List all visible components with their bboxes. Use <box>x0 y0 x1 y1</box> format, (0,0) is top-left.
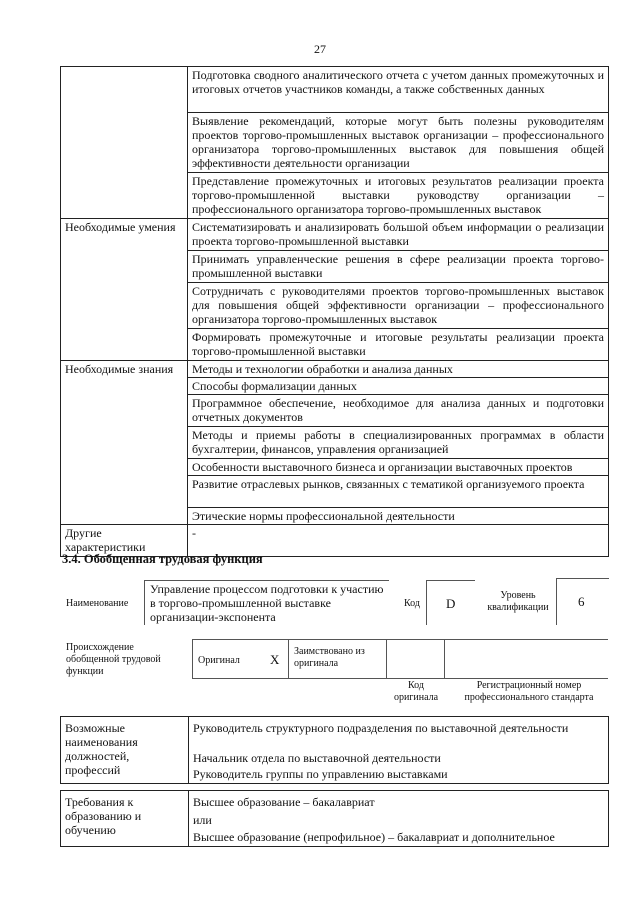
table-cell: - <box>188 525 609 557</box>
function-code: D <box>446 596 456 611</box>
position-item: Руководитель группы по управлению выставками <box>189 766 609 783</box>
origin-divider <box>386 639 387 679</box>
table-cell: Этические нормы профессиональной деятельности <box>188 508 609 525</box>
row-label-other: Другие характеристики <box>61 525 188 557</box>
table-cell: Особенности выставочного бизнеса и организации выставочных проектов <box>188 459 609 476</box>
table-cell: Подготовка сводного аналитического отчета с учетом данных промежуточных и итоговых отчетов участников команды, а также собственных данных <box>188 67 609 113</box>
table-cell: Способы формализации данных <box>188 378 609 395</box>
position-item: Руководитель структурного подразделения по выставочной деятельности <box>189 717 609 751</box>
table-cell: Систематизировать и анализировать большой объем информации о реализации проекта торгово-промышленной выставки <box>188 219 609 251</box>
education-label: Требования к образованию и обучению <box>61 791 189 847</box>
education-item: Высшее образование (непрофильное) – бакалавриат и дополнительное <box>189 829 609 847</box>
education-item: или <box>189 812 609 829</box>
code-label: Код <box>404 598 420 609</box>
original-mark: X <box>270 652 280 667</box>
section-title: 3.4. Обобщенная трудовая функция <box>62 552 263 566</box>
position-item: Начальник отдела по выставочной деятельности <box>189 750 609 766</box>
table-cell: Формировать промежуточные и итоговые результаты реализации проекта торгово-промышленной выставки <box>188 329 609 361</box>
level-label: Уровень квалификации <box>487 590 549 613</box>
row-label-knowledge: Необходимые знания <box>61 361 188 525</box>
origin-top-line <box>192 639 608 640</box>
name-label: Наименование <box>66 598 129 609</box>
competency-table <box>60 66 609 557</box>
row-label <box>61 67 188 219</box>
education-table <box>60 790 609 847</box>
table-cell: Сотрудничать с руководителями проектов торгово-промышленных выставок для повышения общей эффективности организации – профессионального организатора торгово-промышленных выставок <box>188 283 609 329</box>
function-name: Управление процессом подготовки к участию в торгово-промышленной выставке организации-экспонента <box>150 582 384 624</box>
borrowed-label: Заимствовано из оригинала <box>294 646 365 669</box>
table-cell: Методы и технологии обработки и анализа данных <box>188 361 609 378</box>
origin-bottom-line <box>192 678 608 679</box>
table-cell: Методы и приемы работы в специализированных программах в области бухгалтерии, финансов, управления организацией <box>188 427 609 459</box>
origin-label: Происхождение обобщенной трудовой функции <box>66 642 161 677</box>
origin-divider <box>444 639 445 679</box>
original-label: Оригинал <box>198 655 240 666</box>
origin-divider <box>288 639 289 679</box>
table-row <box>61 361 609 378</box>
table-row <box>61 219 609 251</box>
table-cell: Выявление рекомендаций, которые могут быть полезны руководителям проектов торгово-промышленных выставок организации – профессионального организатора торгово-промышленных выставок для повышения общей эффективности деятельности организации <box>188 113 609 173</box>
table-cell: Развитие отраслевых рынков, связанных с тематикой организуемого проекта <box>188 476 609 508</box>
origin-left-line <box>192 639 193 679</box>
table-cell: Программное обеспечение, необходимое для анализа данных и подготовки отчетных документов <box>188 395 609 427</box>
education-item: Высшее образование – бакалавриат <box>189 791 609 812</box>
page-number: 27 <box>314 42 326 56</box>
table-row <box>61 67 609 113</box>
row-label-skills: Необходимые умения <box>61 219 188 361</box>
positions-table <box>60 716 609 784</box>
positions-label: Возможные наименования должностей, профессий <box>61 717 189 784</box>
reg-caption: Регистрационный номер профессионального стандарта <box>464 680 594 703</box>
qualification-level: 6 <box>578 594 585 609</box>
code-caption: Код оригинала <box>393 680 439 703</box>
table-cell: Представление промежуточных и итоговых результатов реализации проекта торгово-промышленной выставки руководству организации – профессионального организатора торгово-промышленных выставок <box>188 173 609 219</box>
table-cell: Принимать управленческие решения в сфере реализации проекта торгово-промышленной выставки <box>188 251 609 283</box>
